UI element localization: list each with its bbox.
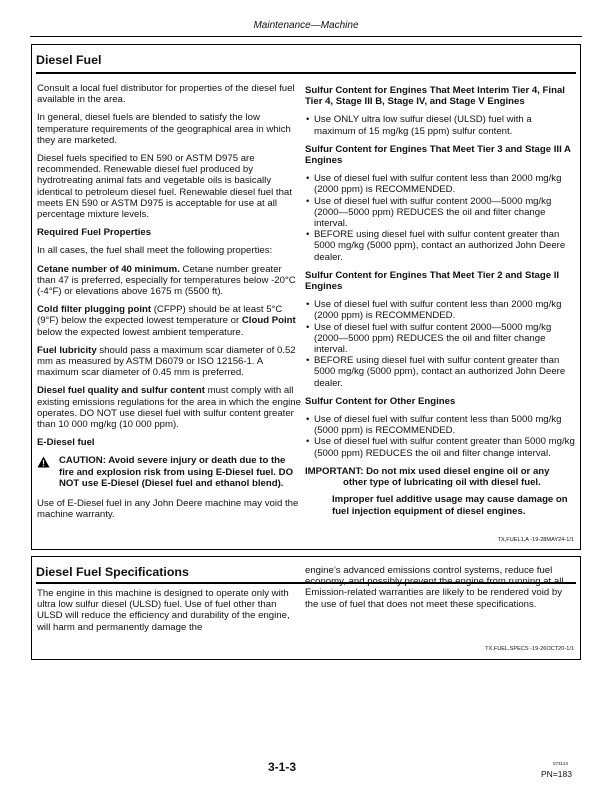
cfpp-text-2: below the expected lowest ambient temperature. <box>37 326 244 338</box>
list-item: • Use of diesel fuel with sulfur content greater than 5000 mg/kg (5000 ppm) REDUCES the oil and filter change interval. <box>305 436 575 458</box>
cetane-paragraph <box>37 264 302 298</box>
page-header: Maintenance—Machine <box>253 20 359 31</box>
cfpp-paragraph <box>37 304 302 338</box>
paragraph: The engine in this machine is designed to operate only with ultra low sulfur diesel (ULSD) fuel. Use of fuel other than ULSD will reduce the efficiency and durability of the engine, will harm and permanently damage the <box>37 588 290 633</box>
list-item: • Use of diesel fuel with sulfur content 2000—5000 mg/kg (2000—5000 ppm) REDUCES the oil and filter change interval. <box>305 322 575 356</box>
section-title: Diesel Fuel Specifications <box>36 565 189 579</box>
paragraph: Consult a local fuel distributor for properties of the diesel fuel available in the area. <box>37 83 295 106</box>
tier3-list <box>305 173 575 263</box>
section-title: Diesel Fuel <box>36 53 102 67</box>
tier2-list <box>305 299 575 389</box>
important-note: IMPORTANT: Do not mix used diesel engine oil or any other type of lubricating oil with diesel fuel. <box>305 465 550 489</box>
tier3-heading: Sulfur Content for Engines That Meet Tier 3 and Stage III A Engines <box>305 143 571 167</box>
other-engines-heading: Sulfur Content for Other Engines <box>305 395 456 407</box>
list-item: • BEFORE using diesel fuel with sulfur content greater than 5000 mg/kg (5000 ppm), contact an authorized John Deere dealer. <box>305 229 575 263</box>
lubricity-text: should pass a maximum scar diameter of 0.52 mm as measured by ASTM D6079 or ISO 12156-1. A maximum scar diameter of 0.45 mm is preferred. <box>37 344 296 379</box>
lubricity-paragraph <box>37 345 302 379</box>
tier4-heading: Sulfur Content for Engines That Meet Interim Tier 4, Final Tier 4, Stage III B, Stage IV, and Stage V Engines <box>305 85 565 108</box>
lubricity-label: Fuel lubricity <box>37 344 97 356</box>
paragraph: In general, diesel fuels are blended to satisfy the low temperature requirements of the geographical area in which they are marketed. <box>37 112 291 146</box>
list-item: • Use of diesel fuel with sulfur content less than 5000 mg/kg (5000 ppm) is RECOMMENDED. <box>305 414 575 436</box>
print-code: 073124 <box>553 761 569 766</box>
important-note-2: Improper fuel additive usage may cause damage on fuel injection equipment of diesel engines. <box>332 494 568 517</box>
title-rule <box>36 72 576 74</box>
tier2-heading: Sulfur Content for Engines That Meet Tier 2 and Stage II Engines <box>305 269 560 293</box>
cetane-label: Cetane number of 40 minimum. <box>37 263 180 275</box>
list-item: • BEFORE using diesel fuel with sulfur content greater than 5000 mg/kg (5000 ppm), contact an authorized John Deere dealer. <box>305 355 575 389</box>
paragraph: Diesel fuels specified to EN 590 or ASTM D975 are recommended. Renewable diesel fuel produced by hydrotreating animal fats and vegetable oils is basically identical to petroleum diesel fuel. Renewable diesel fuel that meets EN 590 or ASTM D975 is acceptable for use at all percentage mixture levels. <box>37 153 292 221</box>
paragraph: engine’s advanced emissions control systems, reduce fuel economy, and possibly prevent the engine from running at all. Emission-related warranties are likely to be rendered void by the use of fuel that does not meet these specifications. <box>305 565 567 610</box>
right-column <box>305 85 575 523</box>
reference-code: TX,FUEL,SPECS -19-26OCT20-1/1 <box>485 646 574 652</box>
quality-text: must comply with all existing emissions regulations for the area in which the engine operates. DO NOT use diesel fuel with sulfur content greater than 10 000 mg/kg (10 000 ppm). <box>37 385 301 431</box>
diesel-fuel-specifications-section <box>31 556 581 660</box>
cfpp-text: (CFPP) should be at least 5°C (9°F) below the expected lowest temperature or <box>37 304 283 327</box>
list-item: • Use of diesel fuel with sulfur content 2000—5000 mg/kg (2000—5000 ppm) REDUCES the oil and filter change interval. <box>305 196 575 230</box>
paragraph: In all cases, the fuel shall meet the following properties: <box>37 245 273 257</box>
cetane-text: Cetane number greater than 47 is preferred, especially for temperatures below -20°C (-4°F) or elevations above 1675 m (5500 ft). <box>37 263 296 298</box>
warning-triangle-icon <box>37 456 50 468</box>
diesel-fuel-section <box>31 44 581 550</box>
cloud-point-label: Cloud Point <box>241 315 296 327</box>
paragraph: Use of E-Diesel fuel in any John Deere machine may void the machine warranty. <box>37 498 299 521</box>
list-item: • Use of diesel fuel with sulfur content less than 2000 mg/kg (2000 ppm) is RECOMMENDED. <box>305 173 575 195</box>
quality-label: Diesel fuel quality and sulfur content <box>37 385 205 397</box>
left-column <box>37 588 302 640</box>
left-column <box>37 83 302 528</box>
list-item: • Use ONLY ultra low sulfur diesel (ULSD) fuel with a maximum of 15 mg/kg (15 ppm) sulfur content. <box>305 114 575 136</box>
cfpp-label: Cold filter plugging point <box>37 304 152 316</box>
quality-paragraph <box>37 385 302 430</box>
pn-number: PN=183 <box>541 769 572 779</box>
reference-code: TX,FUEL1,A -19-28MAY24-1/1 <box>497 537 574 543</box>
right-column <box>305 565 573 617</box>
list-item: • Use of diesel fuel with sulfur content less than 2000 mg/kg (2000 ppm) is RECOMMENDED. <box>305 299 575 321</box>
ediesel-heading: E-Diesel fuel <box>37 437 95 449</box>
caution-text: CAUTION: Avoid severe injury or death due to the fire and explosion risk from using E-Diesel fuel. DO NOT use E-Diesel (Diesel fuel and ethanol blend). <box>59 455 294 489</box>
page-number: 3-1-3 <box>268 760 297 774</box>
other-engines-list <box>305 414 575 459</box>
caution-block <box>37 455 302 489</box>
tier4-list <box>305 114 575 136</box>
required-properties-heading: Required Fuel Properties <box>37 227 152 239</box>
header-rule <box>30 36 582 37</box>
